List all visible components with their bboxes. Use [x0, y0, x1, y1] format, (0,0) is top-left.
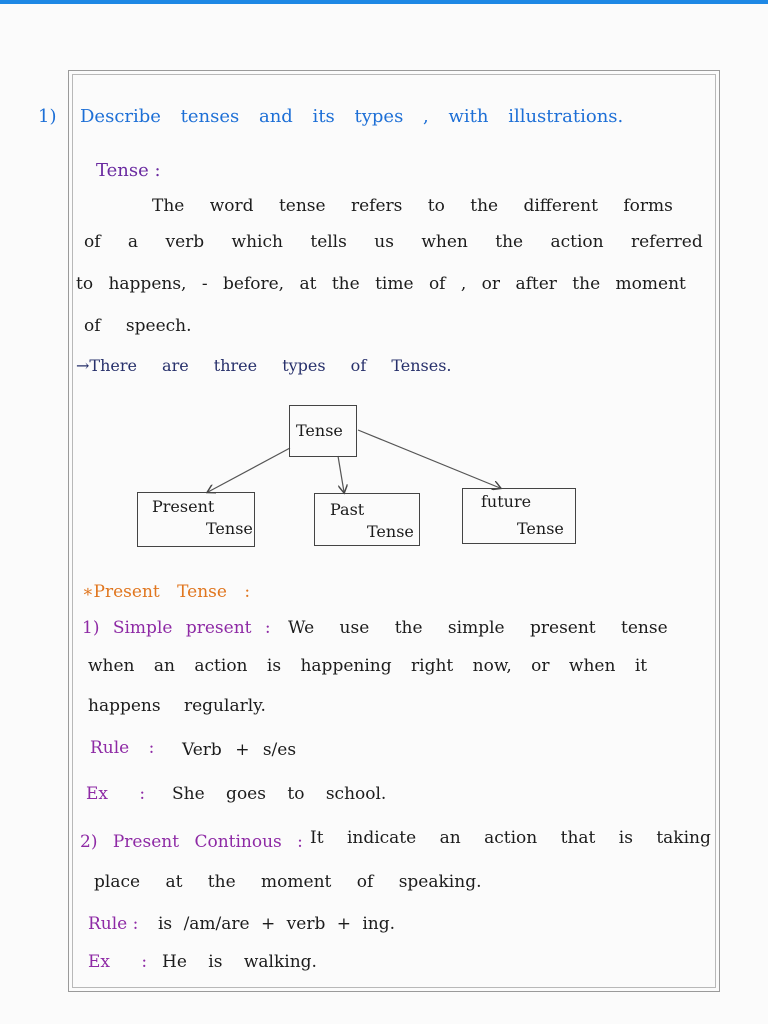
present-continuous-line-1: It indicate an action that is taking — [310, 828, 711, 848]
simple-present-rule-label: Rule : — [90, 738, 155, 758]
simple-present-line-3: happens regularly. — [88, 696, 266, 716]
definition-line-1: The word tense refers to the different forms — [152, 196, 673, 216]
definition-line-4: of speech. — [84, 316, 192, 336]
tense-heading: Tense : — [96, 160, 161, 181]
simple-present-line-1: We use the simple present tense — [288, 618, 668, 638]
present-continuous-rule-label: Rule : — [88, 914, 139, 934]
simple-present-rule: Verb + s/es — [182, 740, 297, 760]
present-tense-box — [137, 492, 255, 547]
present-continuous-ex-label: Ex : — [88, 952, 148, 972]
question-number: 1) — [38, 106, 57, 127]
past-box-line2: Tense — [367, 522, 414, 541]
tense-root-box — [289, 405, 357, 457]
past-box-line1: Past — [330, 500, 365, 519]
future-box-line1: future — [481, 492, 532, 511]
present-tense-heading: ∗Present Tense : — [82, 582, 251, 602]
present-continuous-example: He is walking. — [162, 952, 317, 972]
simple-present-label: 1) Simple present : — [82, 618, 271, 638]
present-box-line1: Present — [152, 497, 215, 516]
tense-root-label: Tense — [296, 421, 343, 440]
definition-line-2: of a verb which tells us when the action referred — [84, 232, 703, 252]
definition-line-3: to happens, - before, at the time of , or after the moment — [76, 274, 686, 294]
present-continuous-label: 2) Present Continous : — [80, 832, 303, 852]
past-tense-box — [314, 493, 420, 546]
present-continuous-line-2: place at the moment of speaking. — [94, 872, 482, 892]
present-box-line2: Tense — [206, 519, 253, 538]
future-box-line2: Tense — [517, 519, 564, 538]
simple-present-line-2: when an action is happening right now, or when it — [88, 656, 648, 676]
future-tense-box — [462, 488, 576, 544]
arrow-to-future — [358, 430, 500, 488]
types-intro: →There are three types of Tenses. — [76, 356, 452, 375]
simple-present-example: She goes to school. — [172, 784, 387, 804]
question-text: Describe tenses and its types , with illustrations. — [80, 106, 624, 127]
present-continuous-rule: is /am/are + verb + ing. — [158, 914, 396, 934]
arrow-to-present — [208, 448, 290, 492]
simple-present-ex-label: Ex : — [86, 784, 146, 804]
arrow-to-past — [338, 456, 344, 492]
